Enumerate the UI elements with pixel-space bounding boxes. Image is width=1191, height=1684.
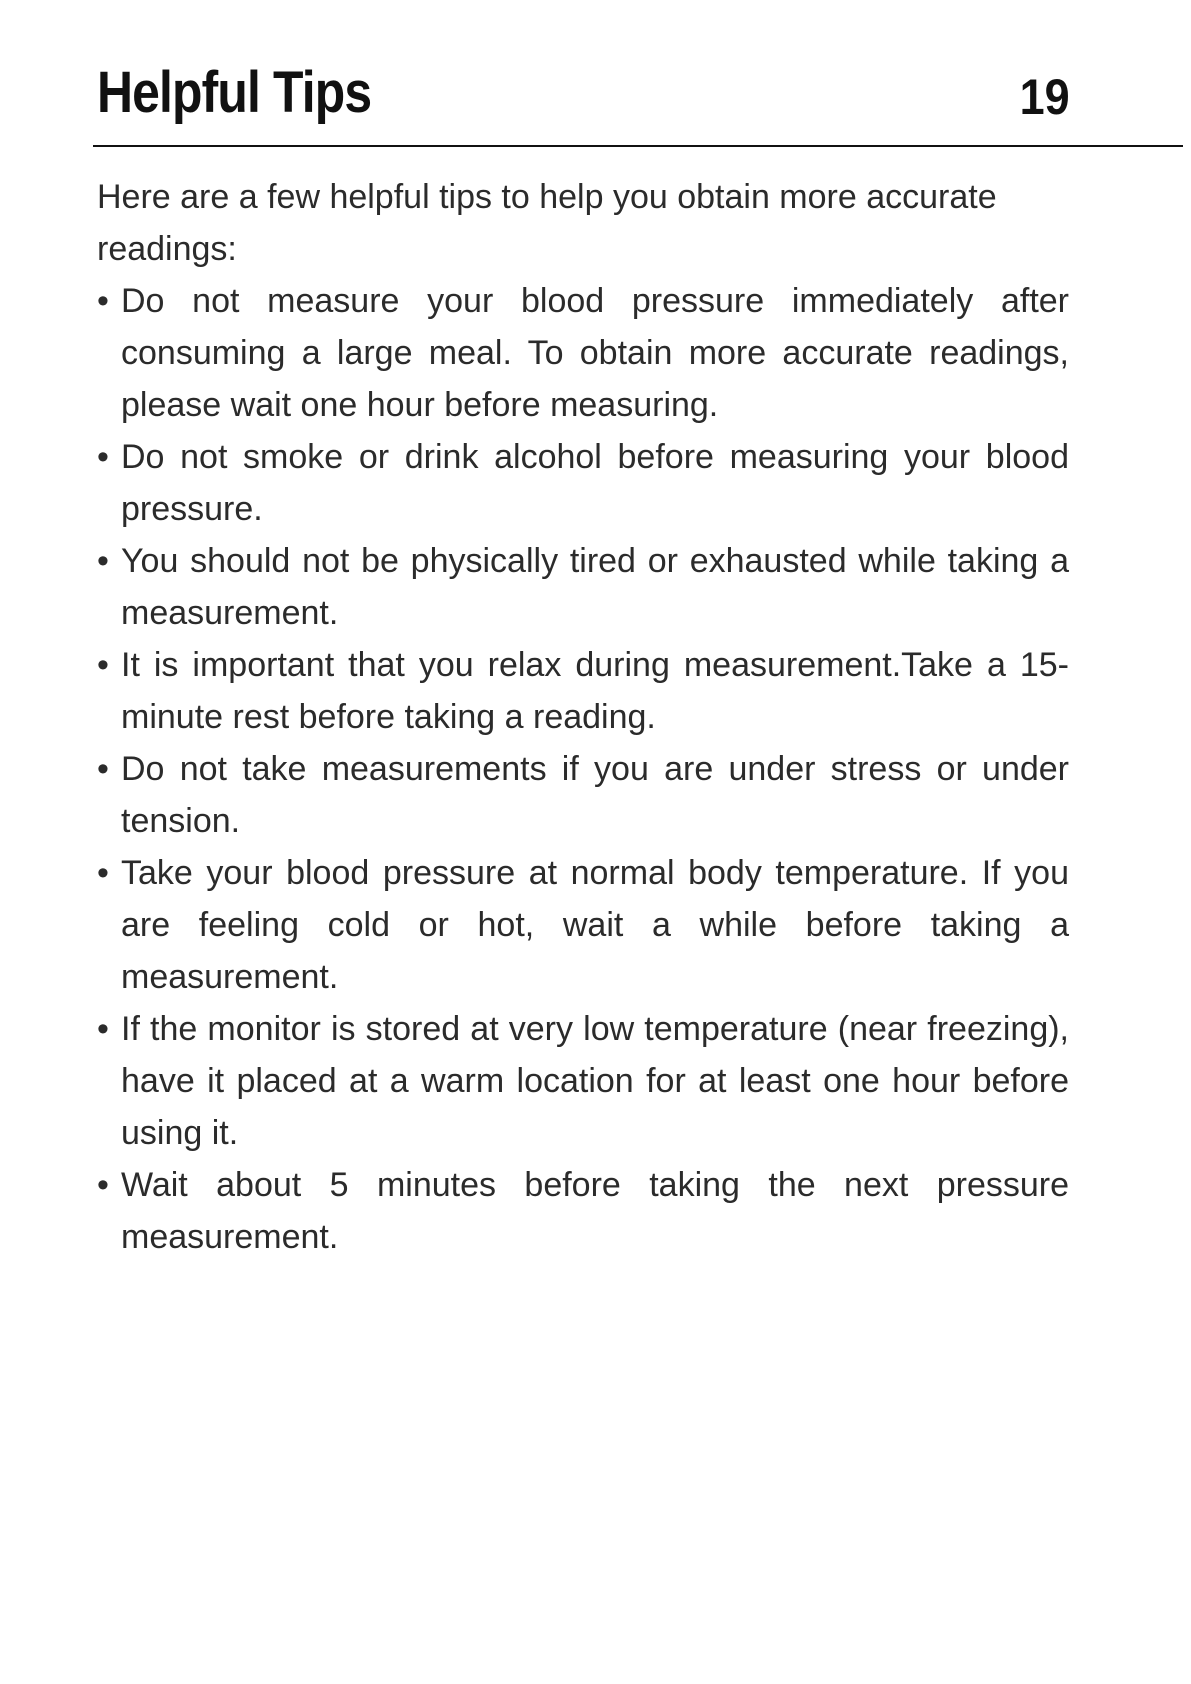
tip-item: [97, 847, 1069, 1003]
page-title: Helpful Tips: [97, 60, 372, 125]
tip-item: [97, 275, 1069, 431]
tip-item: [97, 1159, 1069, 1263]
intro-paragraph: Here are a few helpful tips to help you obtain more accurate readings:: [97, 178, 997, 268]
tip-text: Do not smoke or drink alcohol before measuring your blood pressure.: [121, 438, 1069, 528]
tip-text: Take your blood pressure at normal body temperature. If you are feeling cold or hot, wait a while before taking a measurement.: [121, 854, 1069, 996]
bullet-icon: •: [97, 542, 109, 580]
tip-text: You should not be physically tired or exhausted while taking a measurement.: [121, 542, 1069, 632]
tip-item: [97, 431, 1069, 535]
bullet-icon: •: [97, 1166, 109, 1204]
bullet-icon: •: [97, 750, 109, 788]
page-content: [97, 171, 1069, 1263]
tip-text: It is important that you relax during measurement.Take a 15-minute rest before taking a reading.: [121, 646, 1069, 736]
tip-text: Wait about 5 minutes before taking the next pressure measurement.: [121, 1166, 1069, 1256]
bullet-icon: •: [97, 438, 109, 476]
tip-item: [97, 743, 1069, 847]
tip-text: Do not measure your blood pressure immediately after consuming a large meal. To obtain more accurate readings, please wait one hour before measuring.: [121, 282, 1069, 424]
tips-list: [97, 275, 1069, 1263]
tip-item: [97, 1003, 1069, 1159]
tip-text: If the monitor is stored at very low temperature (near freezing), have it placed at a warm location for at least one hour before using it.: [121, 1010, 1069, 1152]
bullet-icon: •: [97, 282, 109, 320]
bullet-icon: •: [97, 1010, 109, 1048]
tip-item: [97, 639, 1069, 743]
tip-item: [97, 535, 1069, 639]
page-number: 19: [1019, 69, 1070, 125]
bullet-icon: •: [97, 854, 109, 892]
tip-text: Do not take measurements if you are under stress or under tension.: [121, 750, 1069, 840]
page-header: [97, 58, 1070, 128]
header-divider: [93, 145, 1183, 147]
bullet-icon: •: [97, 646, 109, 684]
